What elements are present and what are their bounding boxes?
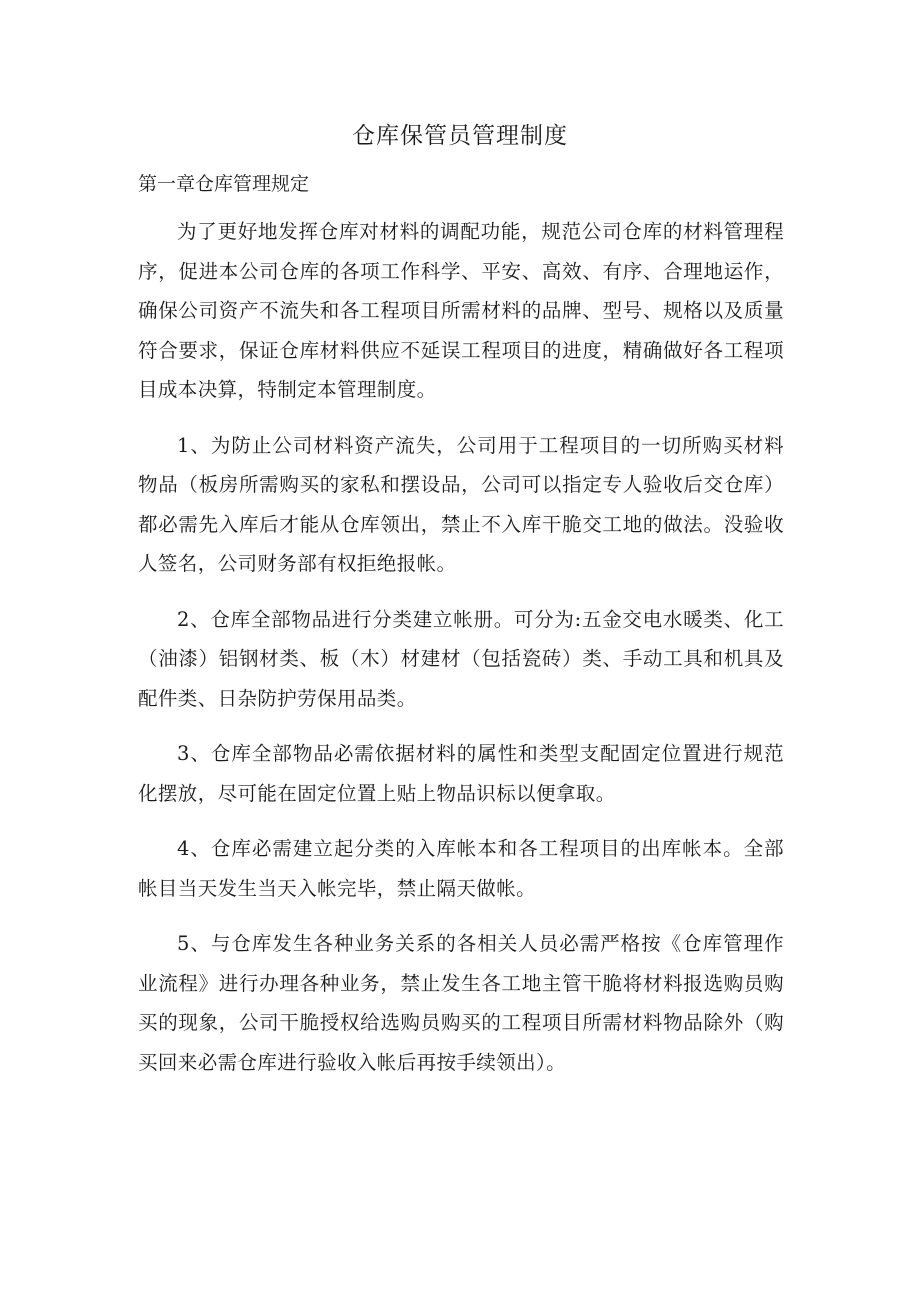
document-body — [138, 212, 784, 1098]
paragraph-intro: 为了更好地发挥仓库对材料的调配功能，规范公司仓库的材料管理程序，促进本公司仓库的各项工作科学、平安、高效、有序、合理地运作，确保公司资产不流失和各工程项目所需材料的品牌、型号、规格以及质量符合要求，保证仓库材料供应不延误工程项目的进度，精确做好各工程项目成本决算，特制定本管理制度。 — [138, 220, 784, 401]
paragraph-rule-3: 3、仓库全部物品必需依据材料的属性和类型支配固定位置进行规范化摆放，尽可能在固定位置上贴上物品识标以便拿取。 — [138, 742, 784, 805]
paragraph-rule-1: 1、为防止公司材料资产流失，公司用于工程项目的一切所购买材料物品（板房所需购买的家私和摆设品，公司可以指定专人验收后交仓库）都必需先入库后才能从仓库领出，禁止不入库干脆交工地的做法。没验收人签名，公司财务部有权拒绝报帐。 — [138, 433, 784, 575]
paragraph-rule-5: 5、与仓库发生各种业务关系的各相关人员必需严格按《仓库管理作业流程》进行办理各种业务，禁止发生各工地主管干脆将材料报选购员购买的现象，公司干脆授权给选购员购买的工程项目所需材料物品除外（购买回来必需仓库进行验收入帐后再按手续领出）。 — [138, 932, 784, 1074]
paragraph-rule-2: 2、仓库全部物品进行分类建立帐册。可分为:五金交电水暖类、化工（油漆）铝钢材类、板（木）材建材（包括瓷砖）类、手动工具和机具及配件类、日杂防护劳保用品类。 — [138, 607, 784, 710]
paragraph-rule-4: 4、仓库必需建立起分类的入库帐本和各工程项目的出库帐本。全部帐目当天发生当天入帐完毕，禁止隔天做帐。 — [138, 837, 784, 900]
chapter-heading: 第一章仓库管理规定 — [138, 173, 310, 195]
document-title: 仓库保管员管理制度 — [352, 123, 568, 149]
